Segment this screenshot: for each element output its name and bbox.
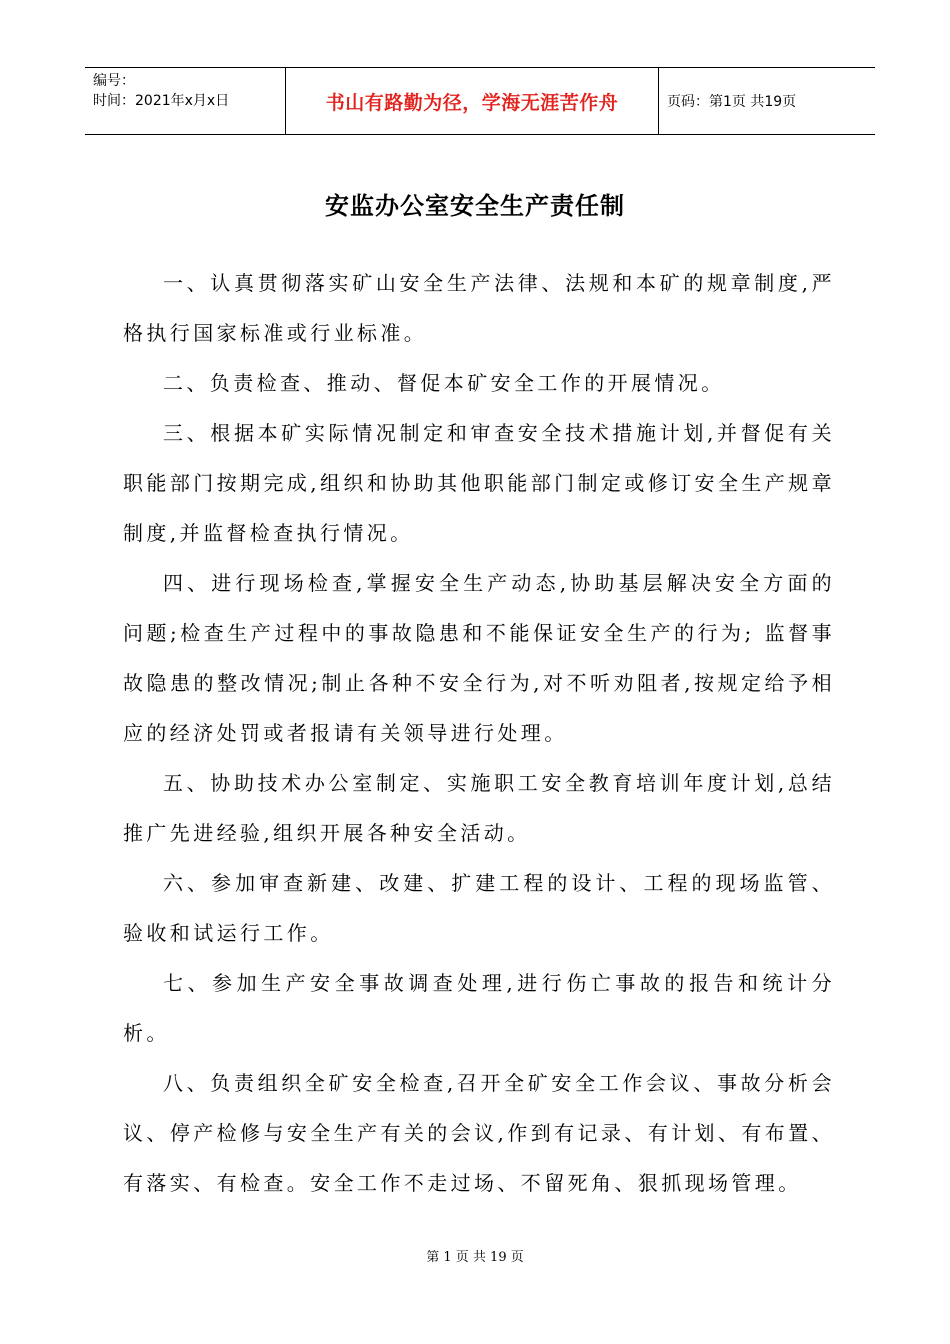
paragraph: 五、协助技术办公室制定、实施职工安全教育培训年度计划,总结推广先进经验,组织开展各种安全活动。 [123,771,835,845]
header-meta [85,68,286,134]
page-header [85,67,875,135]
paragraph: 三、根据本矿实际情况制定和审查安全技术措施计划,并督促有关职能部门按期完成,组织和协助其他职能部门制定或修订安全生产规章制度,并监督检查执行情况。 [123,421,835,545]
paragraph: 七、参加生产安全事故调查处理,进行伤亡事故的报告和统计分析。 [123,971,835,1045]
header-motto: 书山有路勤为径，学海无涯苦作舟 [286,68,659,134]
paragraph: 一、认真贯彻落实矿山安全生产法律、法规和本矿的规章制度,严格执行国家标准或行业标准。 [123,271,835,345]
header-page-info: 页码：第1页 共19页 [667,94,797,110]
document-title: 安监办公室安全生产责任制 [325,191,625,220]
page-footer: 第 1 页 共 19 页 [426,1250,524,1265]
paragraph: 四、进行现场检查,掌握安全生产动态,协助基层解决安全方面的问题;检查生产过程中的事故隐患和不能保证安全生产的行为; 监督事故隐患的整改情况;制止各种不安全行为,对不听劝阻者,按规定给予相应的经济处罚或者报请有关领导进行处理。 [123,571,835,745]
paragraph: 六、参加审查新建、改建、扩建工程的设计、工程的现场监管、验收和试运行工作。 [123,871,835,945]
document-number-label: 编号： [93,73,135,89]
document-body [123,258,835,1208]
paragraph: 二、负责检查、推动、督促本矿安全工作的开展情况。 [163,371,725,395]
paragraph: 八、负责组织全矿安全检查,召开全矿安全工作会议、事故分析会议、停产检修与安全生产有关的会议,作到有记录、有计划、有布置、有落实、有检查。安全工作不走过场、不留死角、狠抓现场管理。 [123,1071,835,1195]
document-time-label: 时间：2021年x月x日 [93,93,230,109]
